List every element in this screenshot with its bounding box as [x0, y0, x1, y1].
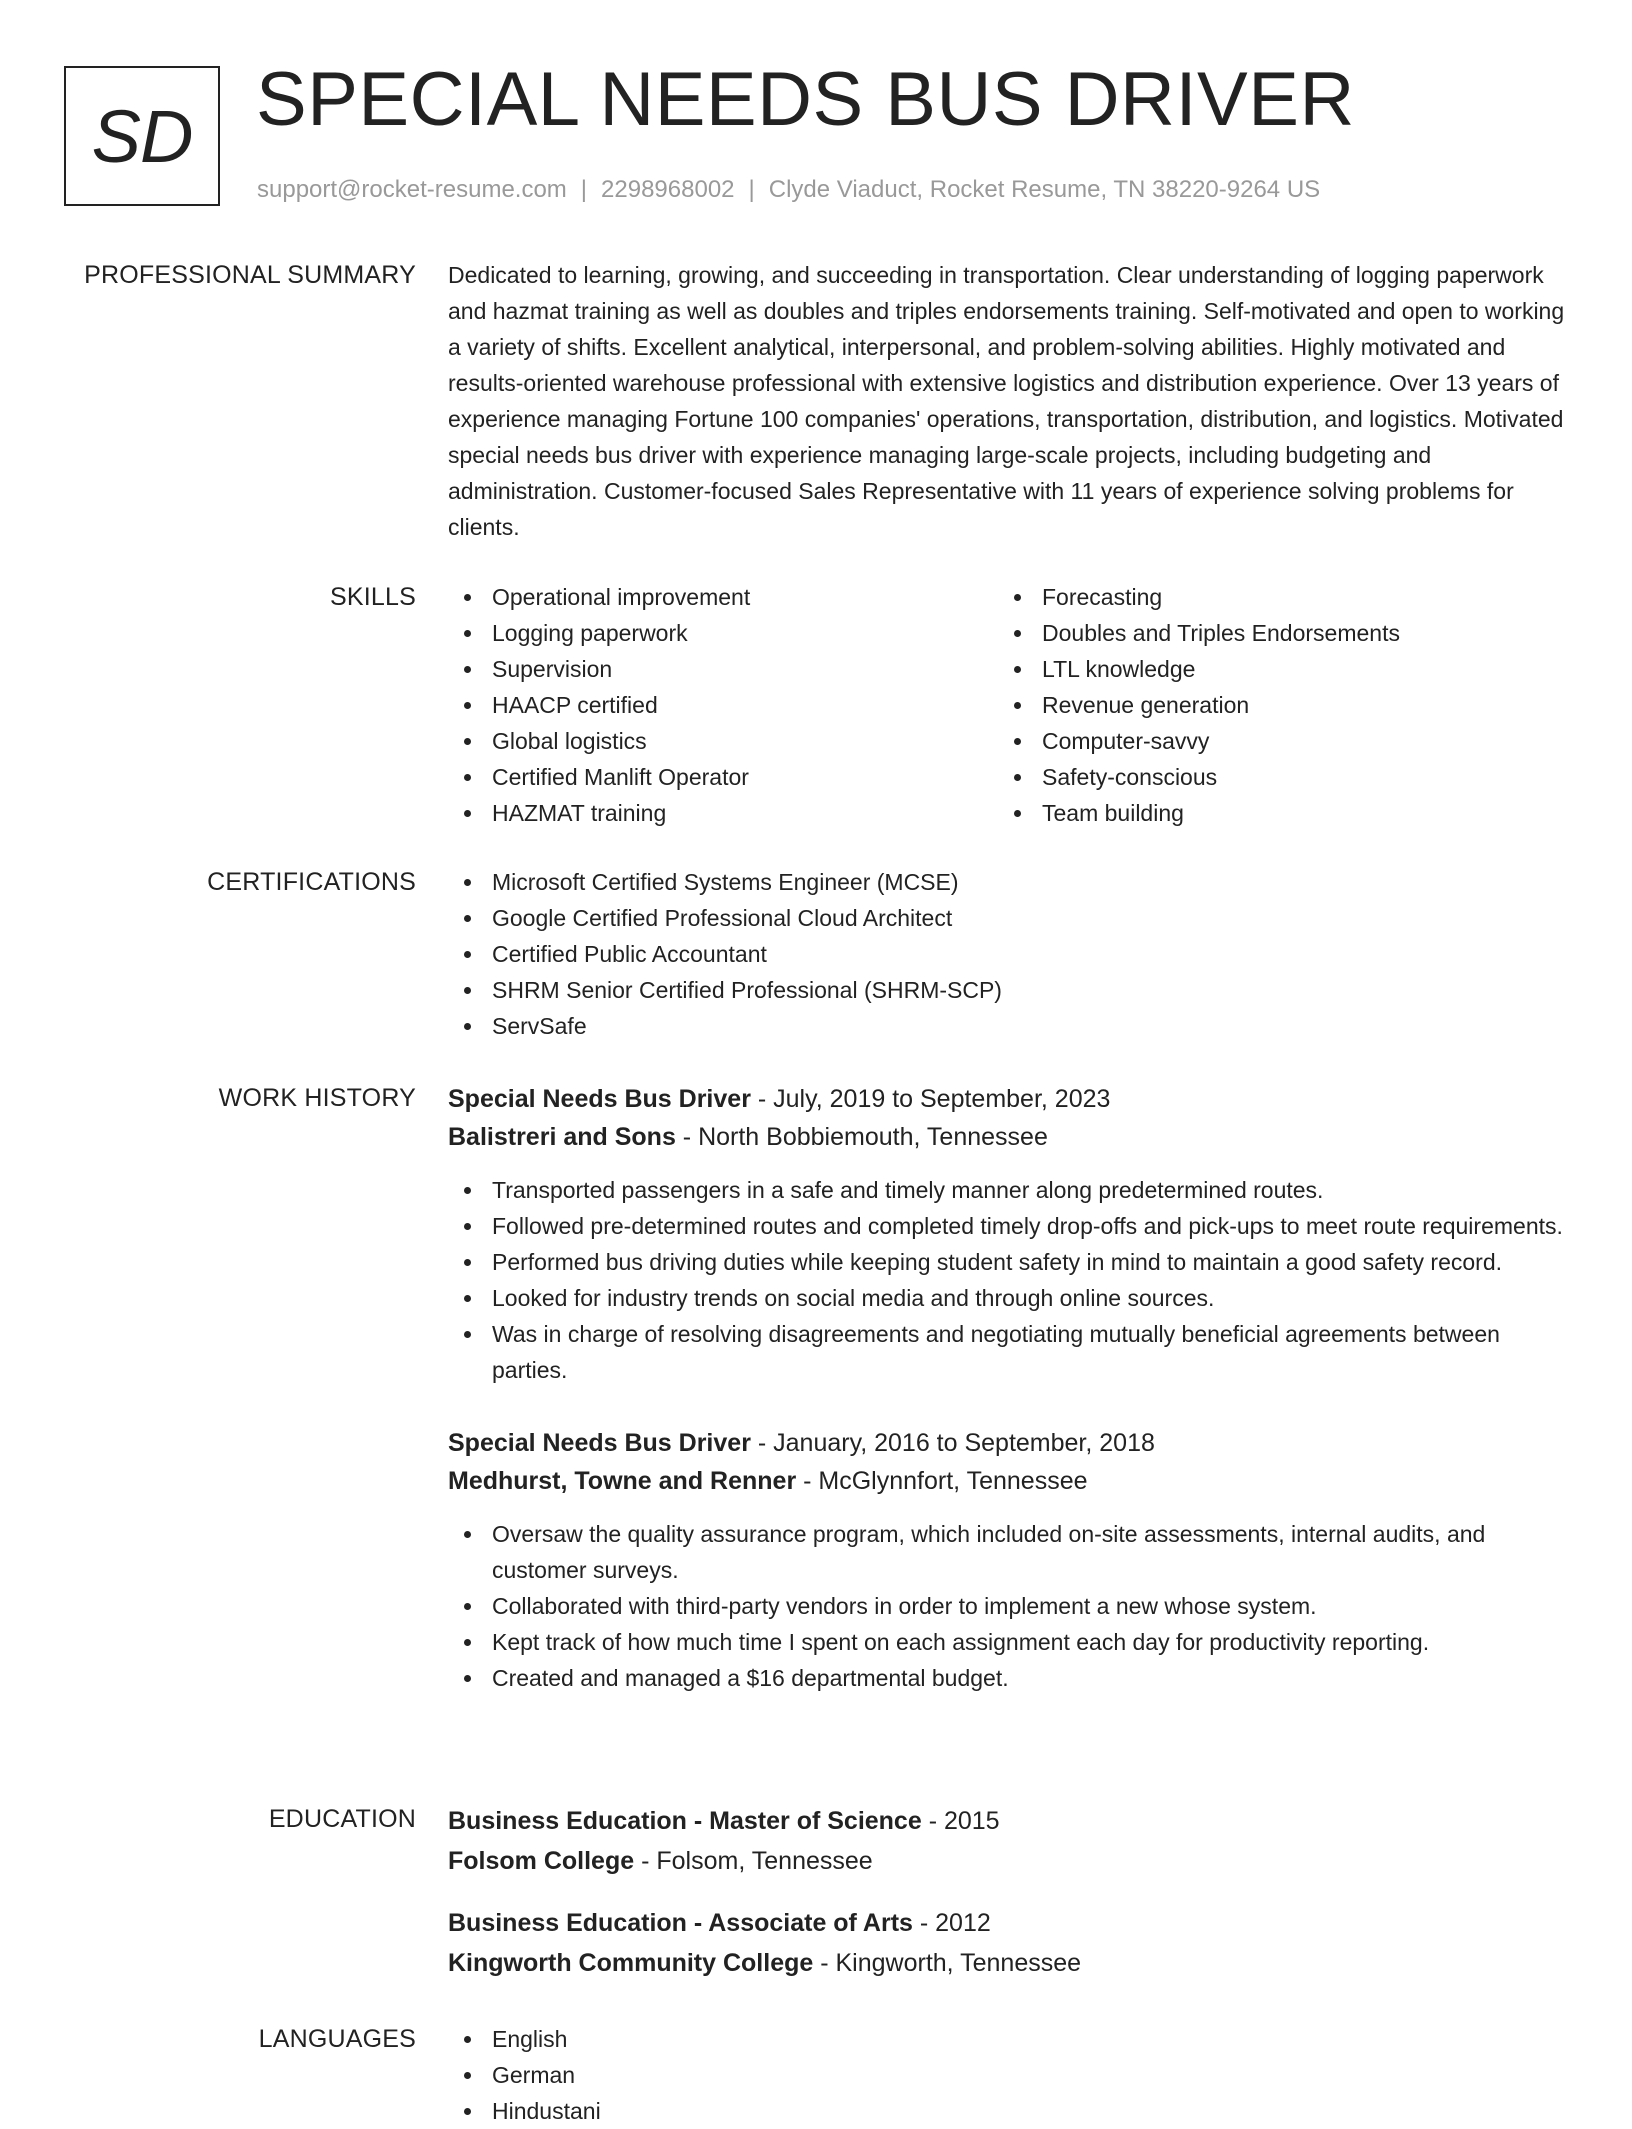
job-title-line	[448, 1080, 1566, 1118]
skill-item: HAZMAT training	[448, 795, 998, 831]
education-location: - Folsom, Tennessee	[634, 1847, 873, 1875]
skill-item: Safety-conscious	[998, 759, 1548, 795]
skill-item: Supervision	[448, 651, 998, 687]
work-history-heading: WORK HISTORY	[218, 1084, 416, 1112]
work-history-body	[448, 1080, 1566, 1732]
contact-phone[interactable]: 2298968002	[601, 176, 735, 203]
skill-item: Logging paperwork	[448, 615, 998, 651]
job-company: Balistreri and Sons	[448, 1123, 676, 1151]
skill-item: Doubles and Triples Endorsements	[998, 615, 1548, 651]
skills-list-right	[998, 579, 1548, 831]
summary-heading: PROFESSIONAL SUMMARY	[84, 261, 416, 289]
languages-body	[448, 2021, 1566, 2129]
certifications-body	[448, 864, 1566, 1044]
skills-heading: SKILLS	[330, 583, 416, 611]
job-company-line	[448, 1462, 1566, 1500]
job-bullet: Looked for industry trends on social media and through online sources.	[448, 1280, 1566, 1316]
education-heading: EDUCATION	[268, 1805, 416, 1833]
skill-item: LTL knowledge	[998, 651, 1548, 687]
skill-item: Global logistics	[448, 723, 998, 759]
job-title-line	[448, 1424, 1566, 1462]
education-body	[448, 1801, 1566, 2005]
job-bullet: Oversaw the quality assurance program, which included on-site assessments, internal audits, and customer surveys.	[448, 1516, 1566, 1588]
languages-heading: LANGUAGES	[258, 2025, 416, 2053]
job-dates: - January, 2016 to September, 2018	[750, 1429, 1155, 1457]
skills-list-left	[448, 579, 998, 831]
job-entry	[448, 1080, 1566, 1388]
education-school: Folsom College	[448, 1847, 635, 1875]
job-bullet: Transported passengers in a safe and timely manner along predetermined routes.	[448, 1172, 1566, 1208]
job-bullet: Was in charge of resolving disagreements and negotiating mutually beneficial agreements between parties.	[448, 1316, 1566, 1388]
job-bullets	[448, 1516, 1566, 1696]
education-degree-line	[448, 1801, 1566, 1841]
skill-item: HAACP certified	[448, 687, 998, 723]
language-item: German	[448, 2057, 1566, 2093]
certification-item: Certified Public Accountant	[448, 936, 1566, 972]
monogram-logo: SD	[64, 66, 220, 206]
job-bullet: Performed bus driving duties while keeping student safety in mind to maintain a good safety record.	[448, 1244, 1566, 1280]
education-entry	[448, 1801, 1566, 1881]
education-school-line	[448, 1841, 1566, 1881]
education-year: - 2015	[921, 1807, 1000, 1835]
summary-text: Dedicated to learning, growing, and succeeding in transportation. Clear understanding of logging paperwork and hazmat training as well as doubles and triples endorsements training. Self-motivated and open to working a variety of shifts. Excellent analytical, interpersonal, and problem-solving abilities. Highly motivated and results-oriented warehouse professional with extensive logistics and distribution experience. Over 13 years of experience managing Fortune 100 companies' operations, transportation, distribution, and logistics. Motivated special needs bus driver with experience managing large-scale projects, including budgeting and administration. Customer-focused Sales Representative with 11 years of experience solving problems for clients.	[448, 262, 1565, 540]
summary-body	[448, 257, 1566, 545]
contact-separator: |	[748, 176, 755, 203]
job-company-line	[448, 1118, 1566, 1156]
language-item: English	[448, 2021, 1566, 2057]
languages-list	[448, 2021, 1566, 2129]
education-school: Kingworth Community College	[448, 1949, 814, 1977]
job-bullet: Collaborated with third-party vendors in order to implement a new whose system.	[448, 1588, 1566, 1624]
skills-body	[448, 579, 1566, 831]
education-degree-line	[448, 1903, 1566, 1943]
language-item: Hindustani	[448, 2093, 1566, 2129]
job-bullets	[448, 1172, 1566, 1388]
education-school-line	[448, 1943, 1566, 1983]
certification-item: Google Certified Professional Cloud Architect	[448, 900, 1566, 936]
job-company: Medhurst, Towne and Renner	[448, 1467, 797, 1495]
job-title: Special Needs Bus Driver	[448, 1429, 751, 1457]
certifications-list	[448, 864, 1566, 1044]
skill-item: Forecasting	[998, 579, 1548, 615]
contact-email[interactable]: support@rocket-resume.com	[257, 176, 567, 203]
education-location: - Kingworth, Tennessee	[813, 1949, 1082, 1977]
certification-item: ServSafe	[448, 1008, 1566, 1044]
page-title: SPECIAL NEEDS BUS DRIVER	[256, 57, 1355, 142]
education-degree: Business Education - Associate of Arts	[448, 1909, 913, 1937]
contact-line	[257, 176, 1320, 204]
contact-separator: |	[580, 176, 588, 203]
skill-item: Team building	[998, 795, 1548, 831]
certifications-heading: CERTIFICATIONS	[207, 868, 416, 896]
certification-item: Microsoft Certified Systems Engineer (MCSE)	[448, 864, 1566, 900]
job-bullet: Followed pre-determined routes and completed timely drop-offs and pick-ups to meet route requirements.	[448, 1208, 1566, 1244]
certification-item: SHRM Senior Certified Professional (SHRM-SCP)	[448, 972, 1566, 1008]
education-degree: Business Education - Master of Science	[448, 1807, 922, 1835]
job-location: - North Bobbiemouth, Tennessee	[675, 1123, 1048, 1151]
skill-item: Revenue generation	[998, 687, 1548, 723]
job-dates: - July, 2019 to September, 2023	[750, 1085, 1111, 1113]
job-location: - McGlynnfort, Tennessee	[796, 1467, 1088, 1495]
job-bullet: Created and managed a $16 departmental budget.	[448, 1660, 1566, 1696]
education-year: - 2012	[912, 1909, 991, 1937]
education-entry	[448, 1903, 1566, 1983]
job-bullet: Kept track of how much time I spent on each assignment each day for productivity reporting.	[448, 1624, 1566, 1660]
skill-item: Operational improvement	[448, 579, 998, 615]
contact-address: Clyde Viaduct, Rocket Resume, TN 38220-9264 US	[768, 176, 1321, 203]
skill-item: Certified Manlift Operator	[448, 759, 998, 795]
job-entry	[448, 1424, 1566, 1696]
job-title: Special Needs Bus Driver	[448, 1085, 751, 1113]
skill-item: Computer-savvy	[998, 723, 1548, 759]
